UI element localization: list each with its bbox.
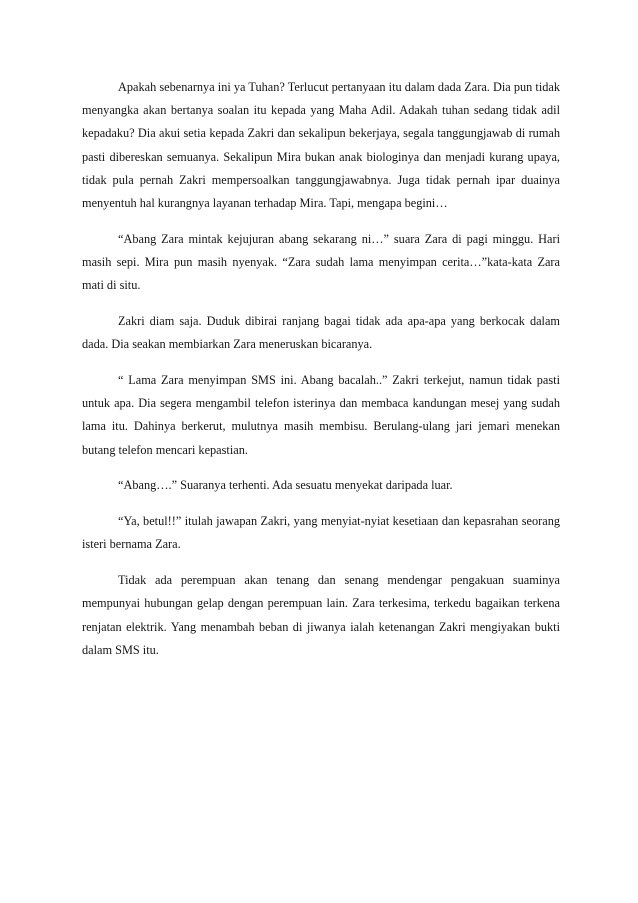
paragraph-5: “Abang….” Suaranya terhenti. Ada sesuatu menyekat daripada luar. — [118, 478, 453, 493]
paragraph-3: Zakri diam saja. Duduk dibirai ranjang bagai tidak ada apa-apa yang berkocak dalam dada. Dia seakan membiarkan Zara meneruskan bicaranya. — [82, 314, 560, 352]
paragraph-4: “ Lama Zara menyimpan SMS ini. Abang bacalah..” Zakri terkejut, namun tidak pasti untuk apa. Dia segera mengambil telefon isterinya dan membaca kandungan mesej yang sudah lama itu. Dahinya berkerut, mulutnya masih membisu. Berulang-ulang jari jemari menekan butang telefon mencari kepastian. — [82, 373, 560, 457]
paragraph-6: “Ya, betul!!” itulah jawapan Zakri, yang menyiat-nyiat kesetiaan dan kepasrahan seorang isteri bernama Zara. — [82, 514, 560, 552]
paragraph-2: “Abang Zara mintak kejujuran abang sekarang ni…” suara Zara di pagi minggu. Hari masih sepi. Mira pun masih nyenyak. “Zara sudah lama menyimpan cerita…”kata-kata Zara mati di situ. — [82, 231, 560, 293]
body-text — [82, 76, 560, 662]
paragraph-7: Tidak ada perempuan akan tenang dan senang mendengar pengakuan suaminya mempunyai hubungan gelap dengan perempuan lain. Zara terkesima, terkedu bagaikan terkena renjatan elektrik. Yang menambah beban di jiwanya ialah ketenangan Zakri mengiyakan bukti dalam SMS itu. — [82, 573, 560, 657]
paragraph-1: Apakah sebenarnya ini ya Tuhan? Terlucut pertanyaan itu dalam dada Zara. Dia pun tidak menyangka akan bertanya soalan itu kepada yang Maha Adil. Adakah tuhan sedang tidak adil kepadaku? Dia akui setia kepada Zakri dan sekalipun bekerjaya, segala tanggungjawab di rumah pasti dibereskan semuanya. Sekalipun Mira bukan anak biologinya dan menjadi kurang upaya, tidak pula pernah Zakri mempersoalkan tanggungjawabnya. Juga tidak pernah ipar duainya menyentuh hal kurangnya layanan terhadap Mira. Tapi, mengapa begini… — [82, 80, 560, 211]
